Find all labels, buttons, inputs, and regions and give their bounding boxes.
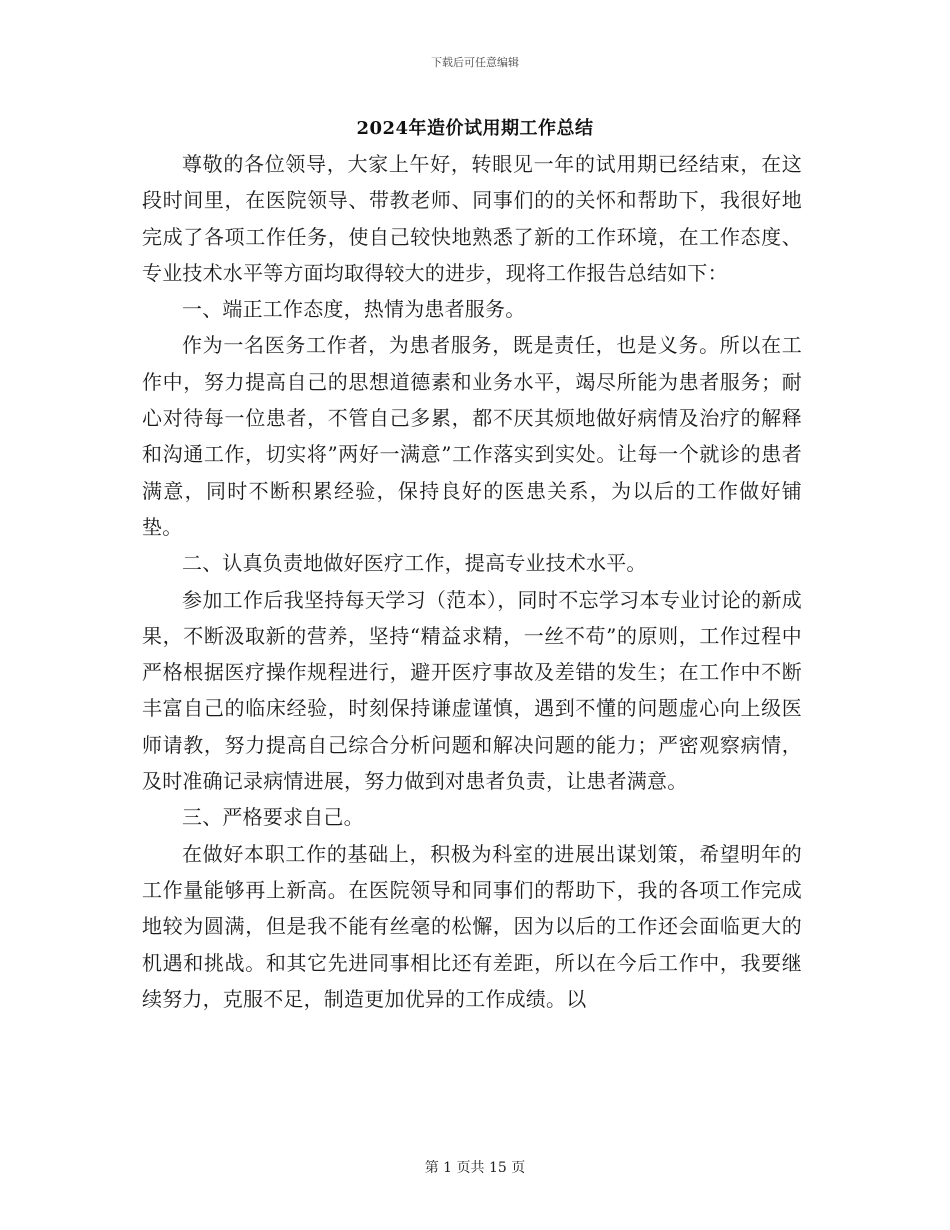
document-body [142,146,802,1017]
paragraph-section-3: 在做好本职工作的基础上，积极为科室的进展出谋划策，希望明年的工作量能够再上新高。在医院领导和同事们的帮助下，我的各项工作完成地较为圆满，但是我不能有丝毫的松懈，因为以后的工作还会面临更大的机遇和挑战。和其它先进同事相比还有差距，所以在今后工作中，我要继续努力，克服不足，制造更加优异的工作成绩。以 [142,841,802,1011]
document-title: 2024年造价试用期工作总结 [356,118,594,139]
section-heading-2: 二、认真负责地做好医疗工作，提高专业技术水平。 [182,551,647,576]
section-heading-1: 一、端正工作态度，热情为患者服务。 [182,297,526,322]
header-note: 下载后可任意编辑 [431,56,519,69]
section-heading-3: 三、严格要求自己。 [182,805,364,830]
paragraph-section-2: 参加工作后我坚持每天学习（范本），同时不忘学习本专业讨论的新成果，不断汲取新的营养，坚持“精益求精，一丝不苟”的原则，工作过程中严格根据医疗操作规程进行，避开医疗事故及差错的发生；在工作中不断丰富自己的临床经验，时刻保持谦虚谨慎，遇到不懂的问题虚心向上级医师请教，努力提高自己综合分析问题和解决问题的能力；严密观察病情，及时准确记录病情进展，努力做到对患者负责，让患者满意。 [142,587,802,794]
paragraph-section-1: 作为一名医务工作者，为患者服务，既是责任，也是义务。所以在工作中，努力提高自己的思想道德素和业务水平，竭尽所能为患者服务；耐心对待每一位患者，不管自己多累，都不厌其烦地做好病情及治疗的解释和沟通工作，切实将”两好一满意”工作落实到实处。让每一个就诊的患者满意，同时不断积累经验，保持良好的医患关系，为以后的工作做好铺垫。 [142,333,802,539]
page-number-footer: 第 1 页共 15 页 [424,1160,526,1176]
paragraph-intro: 尊敬的各位领导，大家上午好，转眼见一年的试用期已经结束，在这段时间里，在医院领导、带教老师、同事们的的关怀和帮助下，我很好地完成了各项工作任务，使自己较快地熟悉了新的工作环境，在工作态度、专业技术水平等方面均取得较大的进步，现将工作报告总结如下： [142,152,802,285]
